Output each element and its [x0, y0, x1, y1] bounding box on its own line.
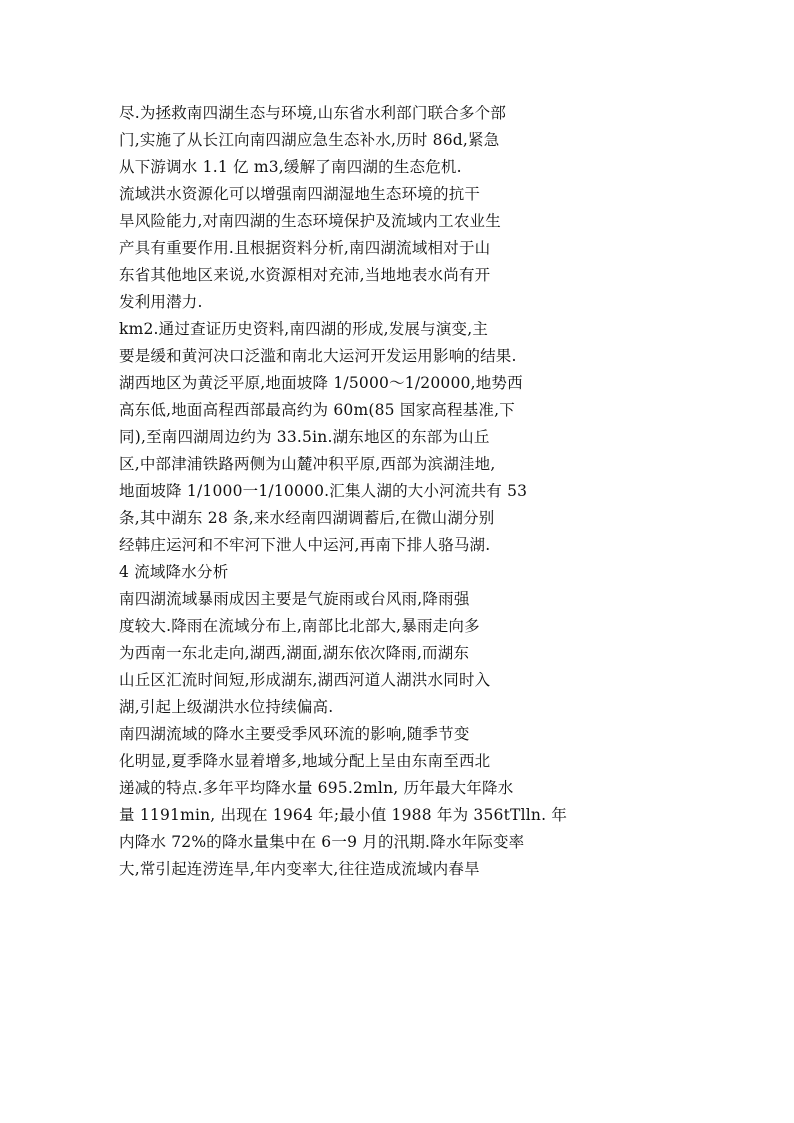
text-line: 流域洪水资源化可以增强南四湖湿地生态环境的抗干: [119, 185, 481, 203]
text-line: 发利用潜力.: [119, 293, 203, 311]
text-line: 从下游调水 1.1 亿 m3,缓解了南四湖的生态危机.: [119, 158, 462, 176]
text-line: 经韩庄运河和不牢河下泄人中运河,再南下排人骆马湖.: [119, 536, 491, 554]
text-line: km2.通过查证历史资料,南四湖的形成,发展与演变,主: [119, 320, 489, 338]
text-line: 量 1191min, 出现在 1964 年;最小值 1988 年为 356tTlln. 年: [119, 806, 568, 824]
section-heading: 4 流域降水分析: [119, 563, 229, 581]
text-line: 高东低,地面高程西部最高约为 60m(85 国家高程基准,下: [119, 401, 515, 419]
text-line: 南四湖流域的降水主要受季风环流的影响,随季节变: [119, 725, 470, 743]
text-line: 内降水 72%的降水量集中在 6一9 月的汛期.降水年际变率: [119, 833, 525, 851]
text-line: 旱风险能力,对南四湖的生态环境保护及流域内工农业生: [119, 212, 501, 230]
text-line: 条,其中湖东 28 条,来水经南四湖调蓄后,在微山湖分别: [119, 509, 495, 527]
text-line: 区,中部津浦铁路两侧为山麓冲积平原,西部为滨湖洼地,: [119, 455, 496, 473]
text-line: 递减的特点.多年平均降水量 695.2mln, 历年最大年降水: [119, 779, 514, 797]
text-line: 湖,引起上级湖洪水位持续偏高.: [119, 698, 334, 716]
text-line: 为西南一东北走向,湖西,湖面,湖东依次降雨,而湖东: [119, 644, 470, 662]
text-line: 门,实施了从长江向南四湖应急生态补水,历时 86d,紧急: [119, 131, 500, 149]
text-line: 化明显,夏季降水显着增多,地域分配上呈由东南至西北: [119, 752, 491, 770]
text-line: 大,常引起连涝连旱,年内变率大,往往造成流域内春旱: [119, 860, 480, 878]
text-line: 要是缓和黄河决口泛滥和南北大运河开发运用影响的结果.: [119, 347, 517, 365]
text-line: 东省其他地区来说,水资源相对充沛,当地地表水尚有开: [119, 266, 491, 284]
text-line: 山丘区汇流时间短,形成湖东,湖西河道人湖洪水同时入: [119, 671, 491, 689]
text-line: 度较大.降雨在流域分布上,南部比北部大,暴雨走向多: [119, 617, 480, 635]
text-line: 湖西地区为黄泛平原,地面坡降 1/5000～1/20000,地势西: [119, 374, 523, 392]
text-line: 尽.为拯救南四湖生态与环境,山东省水利部门联合多个部: [119, 104, 507, 122]
text-line: 同),至南四湖周边约为 33.5in.湖东地区的东部为山丘: [119, 428, 490, 446]
text-line: 南四湖流域暴雨成因主要是气旋雨或台风雨,降雨强: [119, 590, 470, 608]
text-line: 地面坡降 1/1000一1/10000.汇集人湖的大小河流共有 53: [119, 482, 528, 500]
text-line: 产具有重要作用.且根据资料分析,南四湖流域相对于山: [119, 239, 491, 257]
